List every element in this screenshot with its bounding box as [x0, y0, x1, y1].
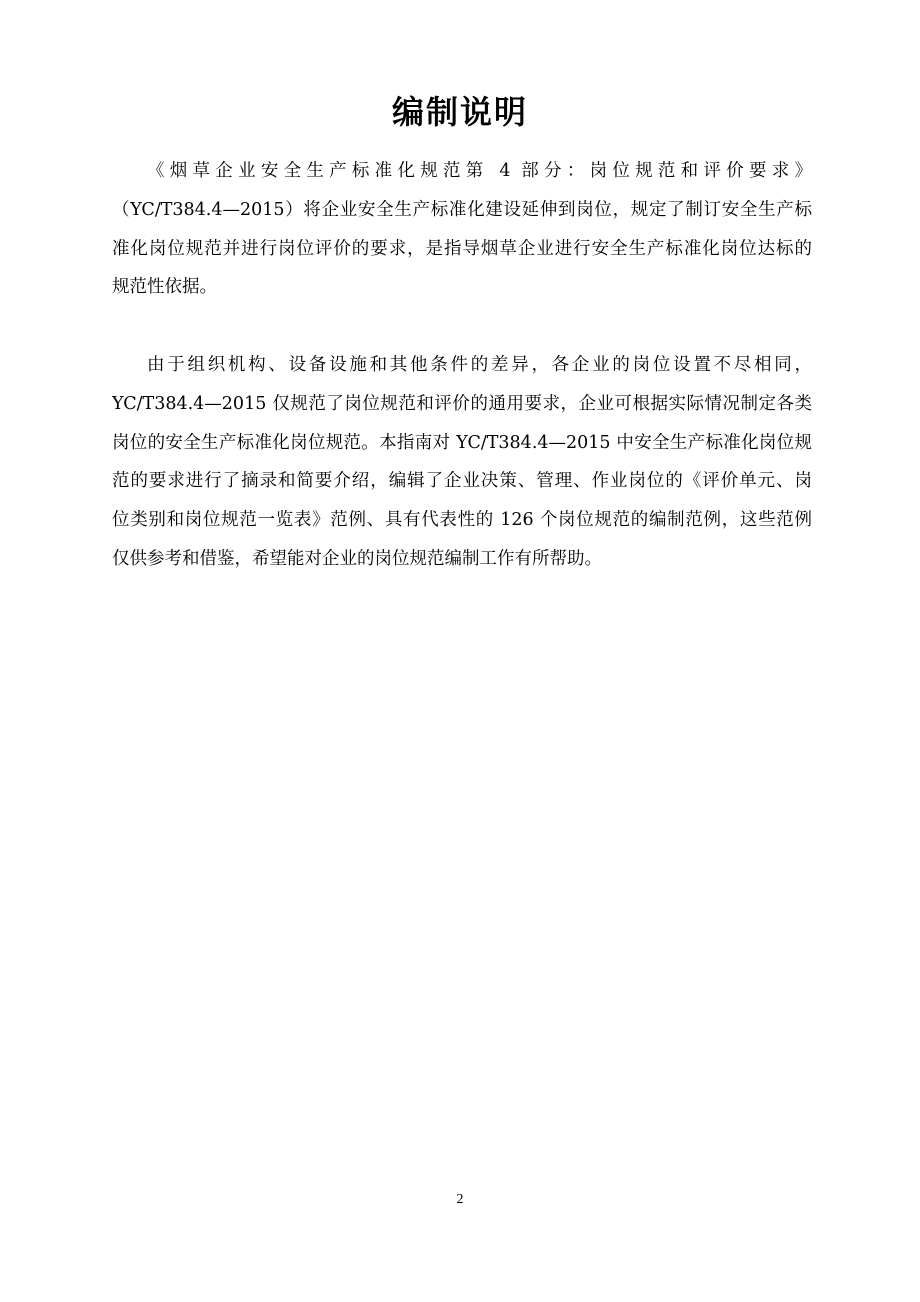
paragraph-line: 位类别和岗位规范一览表》范例、具有代表性的 126 个岗位规范的编制范例，这些范例 [112, 510, 812, 531]
paragraph-intro [112, 152, 812, 307]
page-title: 编制说明 [391, 93, 528, 131]
page-number: 2 [456, 1192, 464, 1207]
paragraph-details [112, 346, 812, 579]
paragraph-line: （YC/T384.4—2015）将企业安全生产标准化建设延伸到岗位，规定了制订安全生产标 [112, 199, 812, 220]
paragraph-line: YC/T384.4—2015 仅规范了岗位规范和评价的通用要求，企业可根据实际情况制定各类 [112, 393, 812, 414]
paragraph-line: 仅供参考和借鉴，希望能对企业的岗位规范编制工作有所帮助。 [112, 548, 602, 569]
paragraph-line: 规范性依据。 [112, 277, 217, 298]
paragraph-line: 岗位的安全生产标准化岗位规范。本指南对 YC/T384.4—2015 中安全生产标准化岗位规 [112, 432, 812, 453]
paragraph-line: 由于组织机构、设备设施和其他条件的差异，各企业的岗位设置不尽相同， [147, 355, 812, 375]
paragraph-line: 《烟草企业安全生产标准化规范第 4 部分：岗位规范和评价要求》 [147, 161, 812, 181]
paragraph-line: 范的要求进行了摘录和简要介绍，编辑了企业决策、管理、作业岗位的《评价单元、岗 [112, 471, 812, 492]
paragraph-line: 准化岗位规范并进行岗位评价的要求，是指导烟草企业进行安全生产标准化岗位达标的 [112, 238, 812, 259]
